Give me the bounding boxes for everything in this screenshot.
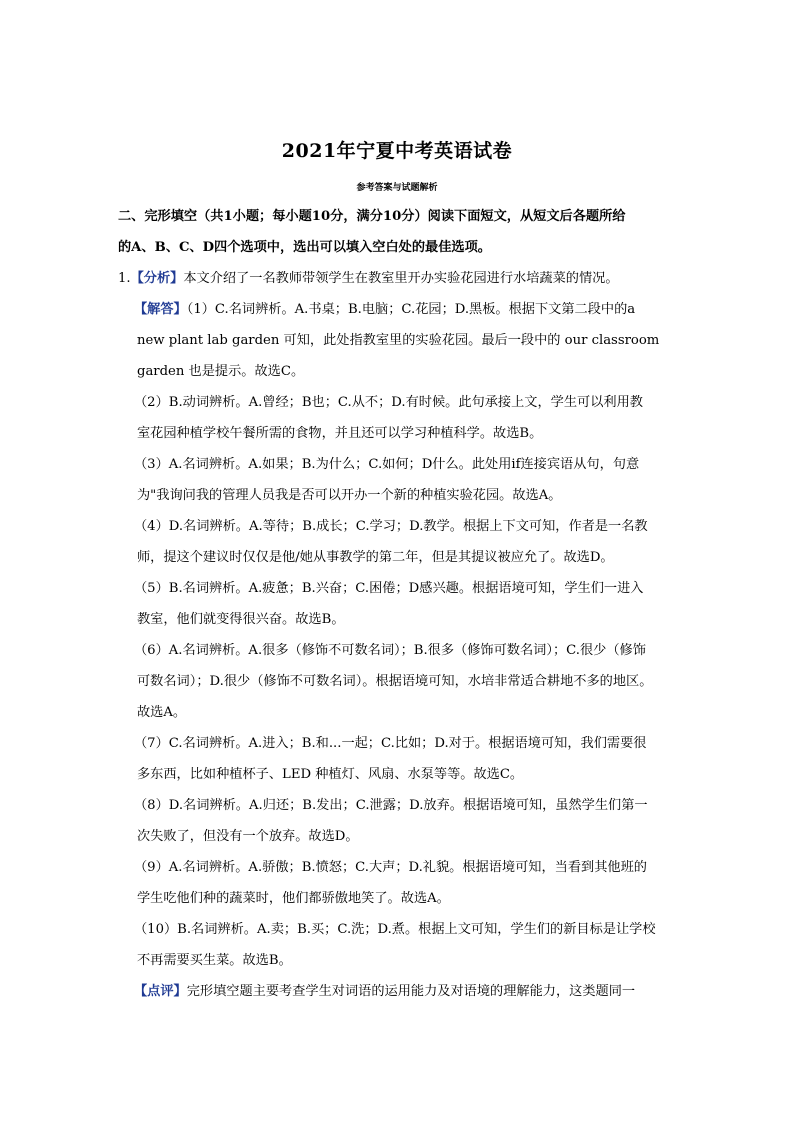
answer-line-6: （3）A.名词辨析。A.如果；B.为什么；C.如何；D什么。此处用if连接宾语从句，句意 [134,457,640,472]
answer-line-10: （5）B.名词辨析。A.疲惫；B.兴奋；C.困倦；D感兴趣。根据语境可知，学生们一进入 [134,581,644,596]
answer-line-9: 师，提这个建议时仅仅是他/她从事教学的第二年，但是其提议被应允了。故选D。 [137,550,614,565]
answer-line-20: 学生吃他们种的蔬菜时，他们都骄傲地笑了。故选A。 [137,891,450,906]
answer-line-14: 故选A。 [137,705,187,720]
page-subtitle: 参考答案与试题解析 [356,183,438,193]
answer-tag: 【解答】 [134,302,187,317]
page-title: 2021年宁夏中考英语试卷 [281,140,513,162]
answer-line-16: 多东西，比如种植杯子、LED 种植灯、风扇、水泵等等。故选C。 [137,767,524,782]
answer-line-13: 可数名词）；D.很少（修饰不可数名词）。根据语境可知，水培非常适合耕地不多的地区。 [137,674,653,689]
answer-line-12: （6）A.名词辨析。A.很多（修饰不可数名词）；B.很多（修饰可数名词）；C.很少（修饰 [134,643,646,658]
question-1-analysis [118,270,658,288]
section-header-line-1: 二、完形填空（共1小题；每小题10分，满分10分）阅读下面短文，从短文后各题所给 [118,209,626,224]
comment-line [134,983,674,1001]
answer-line-17: （8）D.名词辨析。A.归还；B.发出；C.泄露；D.放弃。根据语境可知，虽然学生们第一 [134,798,648,813]
section-header-line-2: 的A、B、C、D四个选项中，选出可以填入空白处的最佳选项。 [118,240,491,255]
answer-line-15: （7）C.名词辨析。A.进入；B.和...一起；C.比如；D.对于。根据语境可知，我们需要很 [134,736,647,751]
answer-line-1 [134,301,674,319]
answer-line-5: 室花园种植学校午餐所需的食物，并且还可以学习种植科学。故选B。 [137,426,543,441]
answer-text: （1）C.名词辨析。A.书桌；B.电脑；C.花园；D.黑板。根据下文第二段中的a [186,302,636,317]
answer-line-7: 为"我询问我的管理人员我是否可以开办一个新的种植实验花园。故选A。 [137,488,562,503]
comment-text: 完形填空题主要考查学生对词语的运用能力及对语境的理解能力，这类题同一 [186,984,636,999]
answer-line-2: new plant lab garden 可知，此处指教室里的实验花园。最后一段中的 our classroom [137,333,660,348]
question-number: 1. [118,271,131,286]
answer-line-11: 教室，他们就变得很兴奋。故选B。 [137,612,345,627]
analysis-tag: 【分析】 [130,271,184,286]
analysis-text: 本文介绍了一名教师带领学生在教室里开办实验花园进行水培蔬菜的情况。 [183,271,619,286]
answer-line-4: （2）B.动词辨析。A.曾经；B也；C.从不；D.有时候。此句承接上文，学生可以利用教 [134,395,643,410]
answer-line-3: garden 也是提示。故选C。 [137,364,305,379]
answer-line-8: （4）D.名词辨析。A.等待；B.成长；C.学习；D.教学。根据上下文可知，作者是一名教 [134,519,648,534]
comment-tag: 【点评】 [134,984,187,999]
answer-line-22: 不再需要买生菜。故选B。 [137,953,292,968]
answer-line-19: （9）A.名词辨析。A.骄傲；B.愤怒；C.大声；D.礼貌。根据语境可知，当看到其他班的 [134,860,647,875]
answer-line-18: 次失败了，但没有一个放弃。故选D。 [137,829,359,844]
answer-line-21: （10）B.名词辨析。A.卖；B.买；C.洗；D.煮。根据上文可知，学生们的新目标是让学校 [134,922,656,937]
